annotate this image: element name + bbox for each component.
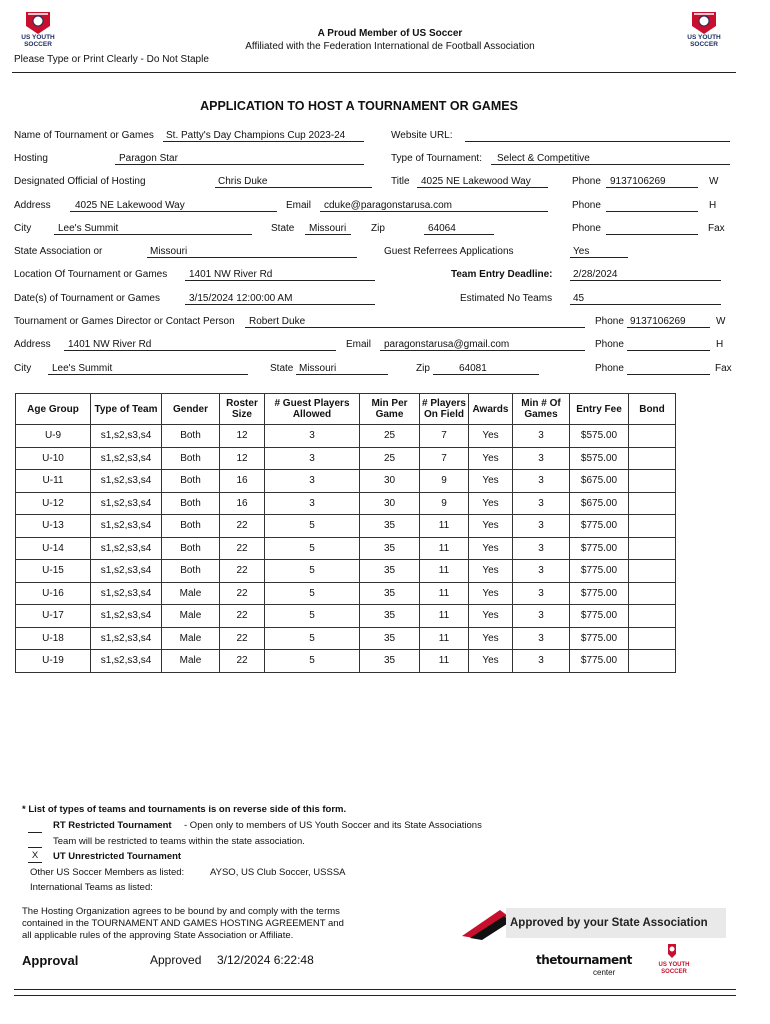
cell-roster-size: 22 xyxy=(220,650,265,673)
cell-min-per-game: 35 xyxy=(360,605,420,628)
approval-label: Approval xyxy=(22,953,79,968)
cell-entry-fee: $775.00 xyxy=(570,515,629,538)
header-line2: Affiliated with the Federation International de Football Association xyxy=(245,41,535,52)
table-row xyxy=(16,582,676,605)
state-assoc-line xyxy=(147,257,357,258)
ut-checkbox[interactable]: X xyxy=(28,850,42,863)
hosting-label: Hosting xyxy=(14,153,48,164)
dates-field[interactable]: 3/15/2024 12:00:00 AM xyxy=(189,293,293,304)
cell-entry-fee: $675.00 xyxy=(570,492,629,515)
director-phone-h-label: Phone xyxy=(595,339,624,350)
cell-roster-size: 22 xyxy=(220,627,265,650)
approval-status: Approved xyxy=(150,953,202,967)
city-field[interactable]: Lee's Summit xyxy=(58,223,119,234)
rt-label: RT Restricted Tournament xyxy=(53,820,172,831)
cell-min-games: 3 xyxy=(513,560,570,583)
official-phone-fax-label: Phone xyxy=(572,223,601,234)
director-phone-line xyxy=(627,327,710,328)
zip-label: Zip xyxy=(371,223,385,234)
agreement-line-1: The Hosting Organization agrees to be bound by and comply with the terms xyxy=(22,906,340,917)
cell-roster-size: 22 xyxy=(220,560,265,583)
table-row xyxy=(16,470,676,493)
cell-awards: Yes xyxy=(469,605,513,628)
cell-age-group: U-15 xyxy=(16,560,91,583)
cell-gender: Male xyxy=(162,650,220,673)
cell-min-games: 3 xyxy=(513,515,570,538)
col-header-players-on-field: # Players On Field xyxy=(420,394,469,425)
cell-age-group: U-18 xyxy=(16,627,91,650)
director-city-line xyxy=(48,374,248,375)
cell-roster-size: 22 xyxy=(220,537,265,560)
guest-ref-line xyxy=(570,257,628,258)
col-header-gender: Gender xyxy=(162,394,220,425)
cell-age-group: U-16 xyxy=(16,582,91,605)
cell-team-type: s1,s2,s3,s4 xyxy=(91,582,162,605)
tournament-name-label: Name of Tournament or Games xyxy=(14,130,154,141)
table-row xyxy=(16,650,676,673)
dates-line xyxy=(185,304,375,305)
approval-date: 3/12/2024 6:22:48 xyxy=(217,953,314,967)
cell-awards: Yes xyxy=(469,650,513,673)
cell-bond xyxy=(629,582,676,605)
cell-min-games: 3 xyxy=(513,425,570,448)
location-line xyxy=(185,280,375,281)
cell-age-group: U-17 xyxy=(16,605,91,628)
director-phone-fax-line xyxy=(627,374,710,375)
cell-entry-fee: $775.00 xyxy=(570,627,629,650)
director-address-label: Address xyxy=(14,339,51,350)
list-note: * List of types of teams and tournaments is on reverse side of this form. xyxy=(22,804,347,815)
cell-players-on-field: 11 xyxy=(420,560,469,583)
cell-roster-size: 16 xyxy=(220,492,265,515)
cell-guest-players: 5 xyxy=(265,560,360,583)
cell-gender: Both xyxy=(162,560,220,583)
phone-h-label: H xyxy=(709,200,717,211)
director-phone-h-letter: H xyxy=(716,339,724,350)
address-label: Address xyxy=(14,200,51,211)
zip-line xyxy=(424,234,494,235)
cell-gender: Male xyxy=(162,627,220,650)
guest-ref-field[interactable]: Yes xyxy=(573,246,590,257)
cell-roster-size: 22 xyxy=(220,605,265,628)
cell-entry-fee: $775.00 xyxy=(570,605,629,628)
cell-gender: Both xyxy=(162,447,220,470)
cell-bond xyxy=(629,425,676,448)
cell-team-type: s1,s2,s3,s4 xyxy=(91,560,162,583)
cell-team-type: s1,s2,s3,s4 xyxy=(91,470,162,493)
header-line1: A Proud Member of US Soccer xyxy=(317,28,463,39)
cell-min-games: 3 xyxy=(513,537,570,560)
tournament-center-logo-top: thetournament xyxy=(536,953,632,967)
cell-awards: Yes xyxy=(469,515,513,538)
table-row xyxy=(16,492,676,515)
cell-age-group: U-14 xyxy=(16,537,91,560)
table-row xyxy=(16,447,676,470)
cell-team-type: s1,s2,s3,s4 xyxy=(91,447,162,470)
cell-entry-fee: $675.00 xyxy=(570,470,629,493)
director-email-label: Email xyxy=(346,339,372,350)
cell-min-games: 3 xyxy=(513,650,570,673)
cell-bond xyxy=(629,447,676,470)
cell-min-per-game: 35 xyxy=(360,537,420,560)
international-label: International Teams as listed: xyxy=(30,882,153,893)
instructions: Please Type or Print Clearly - Do Not Staple xyxy=(14,54,209,65)
logo-text-right: US YOUTH SOCCER xyxy=(687,34,721,48)
cell-entry-fee: $775.00 xyxy=(570,582,629,605)
director-phone-label: Phone xyxy=(595,316,624,327)
other-members-label: Other US Soccer Members as listed: xyxy=(30,867,185,878)
cell-awards: Yes xyxy=(469,425,513,448)
director-phone-h-line xyxy=(627,350,710,351)
deadline-field[interactable]: 2/28/2024 xyxy=(573,269,618,280)
table-row xyxy=(16,515,676,538)
cell-players-on-field: 11 xyxy=(420,582,469,605)
cell-entry-fee: $775.00 xyxy=(570,560,629,583)
city-label: City xyxy=(14,223,32,234)
cell-guest-players: 3 xyxy=(265,492,360,515)
cell-players-on-field: 11 xyxy=(420,515,469,538)
cell-entry-fee: $775.00 xyxy=(570,537,629,560)
ut-label: UT Unrestricted Tournament xyxy=(53,851,182,862)
cell-players-on-field: 7 xyxy=(420,447,469,470)
col-header-bond: Bond xyxy=(629,394,676,425)
logo-text-left: US YOUTH SOCCER xyxy=(21,34,55,48)
official-field[interactable]: Chris Duke xyxy=(218,176,268,187)
age-group-table xyxy=(15,393,676,673)
phone-fax-label: Fax xyxy=(708,223,725,234)
official-phone-h-label: Phone xyxy=(572,200,601,211)
cell-bond xyxy=(629,560,676,583)
state-label: State xyxy=(271,223,295,234)
cell-min-games: 3 xyxy=(513,447,570,470)
cell-guest-players: 3 xyxy=(265,447,360,470)
hosting-line xyxy=(115,164,364,165)
tournament-name-field[interactable]: St. Patty's Day Champions Cup 2023-24 xyxy=(166,130,346,141)
cell-roster-size: 22 xyxy=(220,515,265,538)
state-line xyxy=(305,234,351,235)
cell-min-per-game: 35 xyxy=(360,582,420,605)
cell-players-on-field: 11 xyxy=(420,650,469,673)
director-city-label: City xyxy=(14,363,32,374)
cell-bond xyxy=(629,627,676,650)
cell-roster-size: 12 xyxy=(220,447,265,470)
cell-players-on-field: 11 xyxy=(420,605,469,628)
guest-ref-label: Guest Referrees Applications xyxy=(384,246,514,257)
director-zip-field[interactable]: 64081 xyxy=(459,363,487,374)
cell-age-group: U-11 xyxy=(16,470,91,493)
cell-team-type: s1,s2,s3,s4 xyxy=(91,492,162,515)
cell-bond xyxy=(629,650,676,673)
agreement-line-3: all applicable rules of the approving State Association or Affiliate. xyxy=(22,930,294,941)
cell-guest-players: 5 xyxy=(265,650,360,673)
tournament-center-logo-bottom: center xyxy=(593,968,616,977)
header-divider xyxy=(12,72,736,73)
col-header-entry-fee: Entry Fee xyxy=(570,394,629,425)
cell-min-per-game: 35 xyxy=(360,627,420,650)
official-title-label: Title xyxy=(391,176,410,187)
bottom-divider-2 xyxy=(14,995,736,996)
cell-guest-players: 5 xyxy=(265,515,360,538)
cell-entry-fee: $575.00 xyxy=(570,425,629,448)
address-field[interactable]: 4025 NE Lakewood Way xyxy=(75,200,185,211)
official-phone-label: Phone xyxy=(572,176,601,187)
cell-bond xyxy=(629,605,676,628)
cell-awards: Yes xyxy=(469,537,513,560)
col-header-team-type: Type of Team xyxy=(91,394,162,425)
cell-age-group: U-19 xyxy=(16,650,91,673)
table-row xyxy=(16,560,676,583)
state-assoc-label: State Association or xyxy=(14,246,103,257)
cell-gender: Both xyxy=(162,425,220,448)
cell-min-games: 3 xyxy=(513,470,570,493)
cell-entry-fee: $775.00 xyxy=(570,650,629,673)
bottom-divider xyxy=(14,989,736,990)
cell-gender: Both xyxy=(162,515,220,538)
other-members-value: AYSO, US Club Soccer, USSSA xyxy=(210,867,346,878)
official-email-label: Email xyxy=(286,200,312,211)
cell-min-games: 3 xyxy=(513,605,570,628)
cell-guest-players: 3 xyxy=(265,470,360,493)
us-youth-soccer-text-small: US YOUTH SOCCER xyxy=(658,962,690,975)
official-title-line xyxy=(417,187,548,188)
cell-min-games: 3 xyxy=(513,627,570,650)
cell-players-on-field: 9 xyxy=(420,470,469,493)
director-email-line xyxy=(380,350,585,351)
cell-roster-size: 16 xyxy=(220,470,265,493)
rt-placeholder[interactable] xyxy=(28,835,42,848)
cell-gender: Both xyxy=(162,470,220,493)
cell-min-per-game: 25 xyxy=(360,425,420,448)
cell-team-type: s1,s2,s3,s4 xyxy=(91,537,162,560)
director-line xyxy=(245,327,585,328)
cell-team-type: s1,s2,s3,s4 xyxy=(91,650,162,673)
table-row xyxy=(16,627,676,650)
director-field[interactable]: Robert Duke xyxy=(249,316,306,327)
est-teams-label: Estimated No Teams xyxy=(460,293,553,304)
cell-awards: Yes xyxy=(469,470,513,493)
director-zip-label: Zip xyxy=(416,363,430,374)
cell-awards: Yes xyxy=(469,560,513,583)
official-phone-w-field[interactable]: 9137106269 xyxy=(610,176,666,187)
director-state-field[interactable]: Missouri xyxy=(299,363,337,374)
director-email-field[interactable]: paragonstarusa@gmail.com xyxy=(384,339,510,350)
cell-min-games: 3 xyxy=(513,582,570,605)
state-field[interactable]: Missouri xyxy=(309,223,347,234)
dates-label: Date(s) of Tournament or Games xyxy=(14,293,160,304)
cell-age-group: U-13 xyxy=(16,515,91,538)
cell-min-per-game: 35 xyxy=(360,515,420,538)
director-zip-line xyxy=(433,374,539,375)
col-header-awards: Awards xyxy=(469,394,513,425)
cell-min-per-game: 35 xyxy=(360,560,420,583)
cell-guest-players: 5 xyxy=(265,582,360,605)
cell-age-group: U-9 xyxy=(16,425,91,448)
director-city-field[interactable]: Lee's Summit xyxy=(52,363,113,374)
col-header-min-games: Min # Of Games xyxy=(513,394,570,425)
director-address-line xyxy=(64,350,336,351)
cell-roster-size: 12 xyxy=(220,425,265,448)
location-field[interactable]: 1401 NW River Rd xyxy=(189,269,273,280)
deadline-line xyxy=(570,280,721,281)
director-phone-w-label: W xyxy=(716,316,726,327)
cell-awards: Yes xyxy=(469,492,513,515)
location-label: Location Of Tournament or Games xyxy=(14,269,168,280)
table-row xyxy=(16,605,676,628)
director-state-label: State xyxy=(270,363,294,374)
deadline-label: Team Entry Deadline: xyxy=(451,269,553,280)
cell-roster-size: 22 xyxy=(220,582,265,605)
cell-bond xyxy=(629,515,676,538)
state-assoc-field[interactable]: Missouri xyxy=(150,246,188,257)
director-phone-fax-label: Phone xyxy=(595,363,624,374)
cell-gender: Male xyxy=(162,605,220,628)
tournament-type-field[interactable]: Select & Competitive xyxy=(497,153,590,164)
cell-guest-players: 5 xyxy=(265,627,360,650)
cell-team-type: s1,s2,s3,s4 xyxy=(91,627,162,650)
col-header-guest-players: # Guest Players Allowed xyxy=(265,394,360,425)
cell-entry-fee: $575.00 xyxy=(570,447,629,470)
official-email-field[interactable]: cduke@paragonstarusa.com xyxy=(324,200,452,211)
phone-w-label: W xyxy=(709,176,719,187)
hosting-field[interactable]: Paragon Star xyxy=(119,153,178,164)
director-label: Tournament or Games Director or Contact Person xyxy=(14,316,235,327)
cell-min-per-game: 30 xyxy=(360,470,420,493)
cell-gender: Both xyxy=(162,492,220,515)
cell-team-type: s1,s2,s3,s4 xyxy=(91,425,162,448)
cell-min-games: 3 xyxy=(513,492,570,515)
cell-awards: Yes xyxy=(469,627,513,650)
tournament-type-label: Type of Tournament: xyxy=(391,153,482,164)
official-label: Designated Official of Hosting xyxy=(14,176,146,187)
cell-players-on-field: 11 xyxy=(420,627,469,650)
cell-players-on-field: 9 xyxy=(420,492,469,515)
cell-team-type: s1,s2,s3,s4 xyxy=(91,605,162,628)
rt-description-2: Team will be restricted to teams within the state association. xyxy=(53,836,305,847)
tournament-name-line xyxy=(163,141,364,142)
rt-description: - Open only to members of US Youth Soccer and its State Associations xyxy=(184,820,482,831)
cell-guest-players: 5 xyxy=(265,605,360,628)
cell-awards: Yes xyxy=(469,447,513,470)
director-address-field[interactable]: 1401 NW River Rd xyxy=(68,339,152,350)
cell-min-per-game: 25 xyxy=(360,447,420,470)
cell-bond xyxy=(629,470,676,493)
official-phone-w-line xyxy=(606,187,698,188)
director-phone-fax-letter: Fax xyxy=(715,363,732,374)
cell-bond xyxy=(629,537,676,560)
table-row xyxy=(16,537,676,560)
website-label: Website URL: xyxy=(391,130,453,141)
cell-players-on-field: 7 xyxy=(420,425,469,448)
zip-field[interactable]: 64064 xyxy=(428,223,456,234)
tournament-type-line xyxy=(491,164,730,165)
director-phone-field[interactable]: 9137106269 xyxy=(630,316,686,327)
table-row xyxy=(16,425,676,448)
cell-bond xyxy=(629,492,676,515)
cell-min-per-game: 35 xyxy=(360,650,420,673)
official-line xyxy=(215,187,372,188)
cell-age-group: U-10 xyxy=(16,447,91,470)
table-body xyxy=(16,425,676,673)
col-header-min-per-game: Min Per Game xyxy=(360,394,420,425)
director-state-line xyxy=(296,374,388,375)
website-line xyxy=(465,141,730,142)
table-header-row xyxy=(16,394,676,425)
cell-awards: Yes xyxy=(469,582,513,605)
form-title: APPLICATION TO HOST A TOURNAMENT OR GAMES xyxy=(200,99,518,113)
cell-gender: Both xyxy=(162,537,220,560)
cell-players-on-field: 11 xyxy=(420,537,469,560)
agreement-line-2: contained in the TOURNAMENT AND GAMES HOSTING AGREEMENT and xyxy=(22,918,344,929)
official-phone-h-line xyxy=(606,211,698,212)
est-teams-line xyxy=(570,304,721,305)
col-header-age-group: Age Group xyxy=(16,394,91,425)
cell-age-group: U-12 xyxy=(16,492,91,515)
col-header-roster-size: Roster Size xyxy=(220,394,265,425)
approved-banner-text: Approved by your State Association xyxy=(510,917,708,929)
cell-guest-players: 5 xyxy=(265,537,360,560)
city-line xyxy=(54,234,252,235)
official-phone-fax-line xyxy=(606,234,698,235)
cell-guest-players: 3 xyxy=(265,425,360,448)
official-email-line xyxy=(320,211,548,212)
address-line xyxy=(70,211,277,212)
official-title-field[interactable]: 4025 NE Lakewood Way xyxy=(421,176,531,187)
cell-min-per-game: 30 xyxy=(360,492,420,515)
est-teams-field[interactable]: 45 xyxy=(573,293,585,304)
rt-checkbox[interactable] xyxy=(28,820,42,833)
cell-gender: Male xyxy=(162,582,220,605)
cell-team-type: s1,s2,s3,s4 xyxy=(91,515,162,538)
